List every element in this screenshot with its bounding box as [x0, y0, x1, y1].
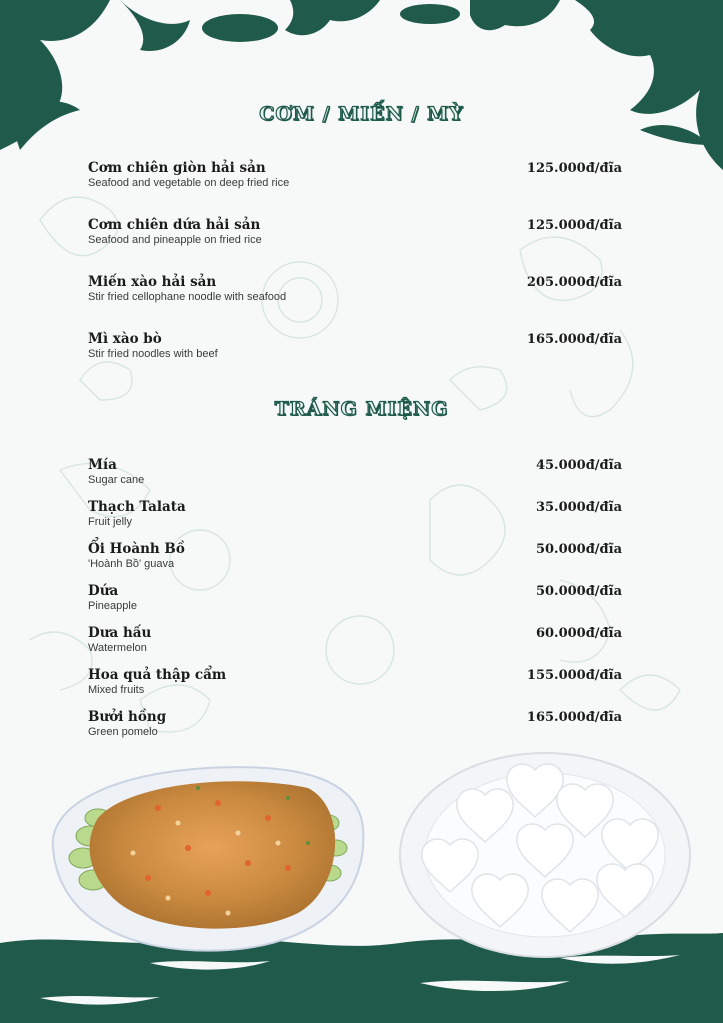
menu-item [88, 541, 622, 571]
menu-item [88, 274, 622, 304]
item-price: 205.000đ/đĩa [526, 275, 622, 290]
item-desc: Seafood and vegetable on deep fried rice [88, 177, 290, 189]
item-name: Thạch Talata [88, 499, 186, 515]
item-price: 35.000đ/đĩa [535, 500, 622, 515]
item-price: 125.000đ/đĩa [526, 161, 622, 176]
item-name: Ổi Hoành Bồ [88, 541, 185, 557]
item-desc: 'Hoành Bồ' guava [88, 558, 175, 570]
item-desc: Seafood and pineapple on fried rice [88, 234, 262, 246]
heart-jelly-photo [395, 745, 695, 960]
top-seafood-decoration [0, 0, 723, 170]
item-desc: Watermelon [88, 642, 147, 654]
menu-item [88, 217, 622, 247]
item-name: Mì xào bò [88, 331, 162, 347]
item-price: 50.000đ/đĩa [535, 584, 622, 599]
menu-item [88, 709, 622, 739]
menu-item [88, 667, 622, 697]
section-title-trang-mieng: TRÁNG MIỆNG [274, 398, 449, 420]
section-title-com-mien-my: CƠM / MIẾN / MỲ [259, 103, 464, 125]
item-name: Dưa hấu [88, 625, 152, 641]
item-name: Dứa [88, 583, 119, 599]
item-price: 165.000đ/đĩa [526, 710, 622, 725]
item-desc: Stir fried cellophane noodle with seafood [88, 291, 287, 303]
item-price: 50.000đ/đĩa [535, 542, 622, 557]
menu-item [88, 331, 622, 361]
menu-item [88, 583, 622, 613]
item-desc: Sugar cane [88, 474, 145, 486]
item-desc: Pineapple [88, 600, 137, 612]
item-price: 125.000đ/đĩa [526, 218, 622, 233]
menu-item [88, 160, 622, 190]
item-desc: Green pomelo [88, 726, 158, 738]
item-name: Miến xào hải sản [88, 274, 217, 290]
item-price: 60.000đ/đĩa [535, 626, 622, 641]
item-name: Cơm chiên giòn hải sản [88, 160, 266, 176]
item-name: Bưởi hồng [88, 709, 167, 725]
item-name: Hoa quả thập cẩm [88, 667, 227, 683]
menu-item [88, 457, 622, 487]
item-desc: Mixed fruits [88, 684, 145, 696]
item-name: Cơm chiên dứa hải sản [88, 217, 261, 233]
menu-item [88, 625, 622, 655]
menu-item [88, 499, 622, 529]
item-desc: Stir fried noodles with beef [88, 348, 218, 360]
item-price: 155.000đ/đĩa [526, 668, 622, 683]
item-desc: Fruit jelly [88, 516, 133, 528]
item-price: 45.000đ/đĩa [535, 458, 622, 473]
item-name: Mía [88, 457, 117, 473]
item-price: 165.000đ/đĩa [526, 332, 622, 347]
fried-rice-photo [38, 748, 368, 958]
